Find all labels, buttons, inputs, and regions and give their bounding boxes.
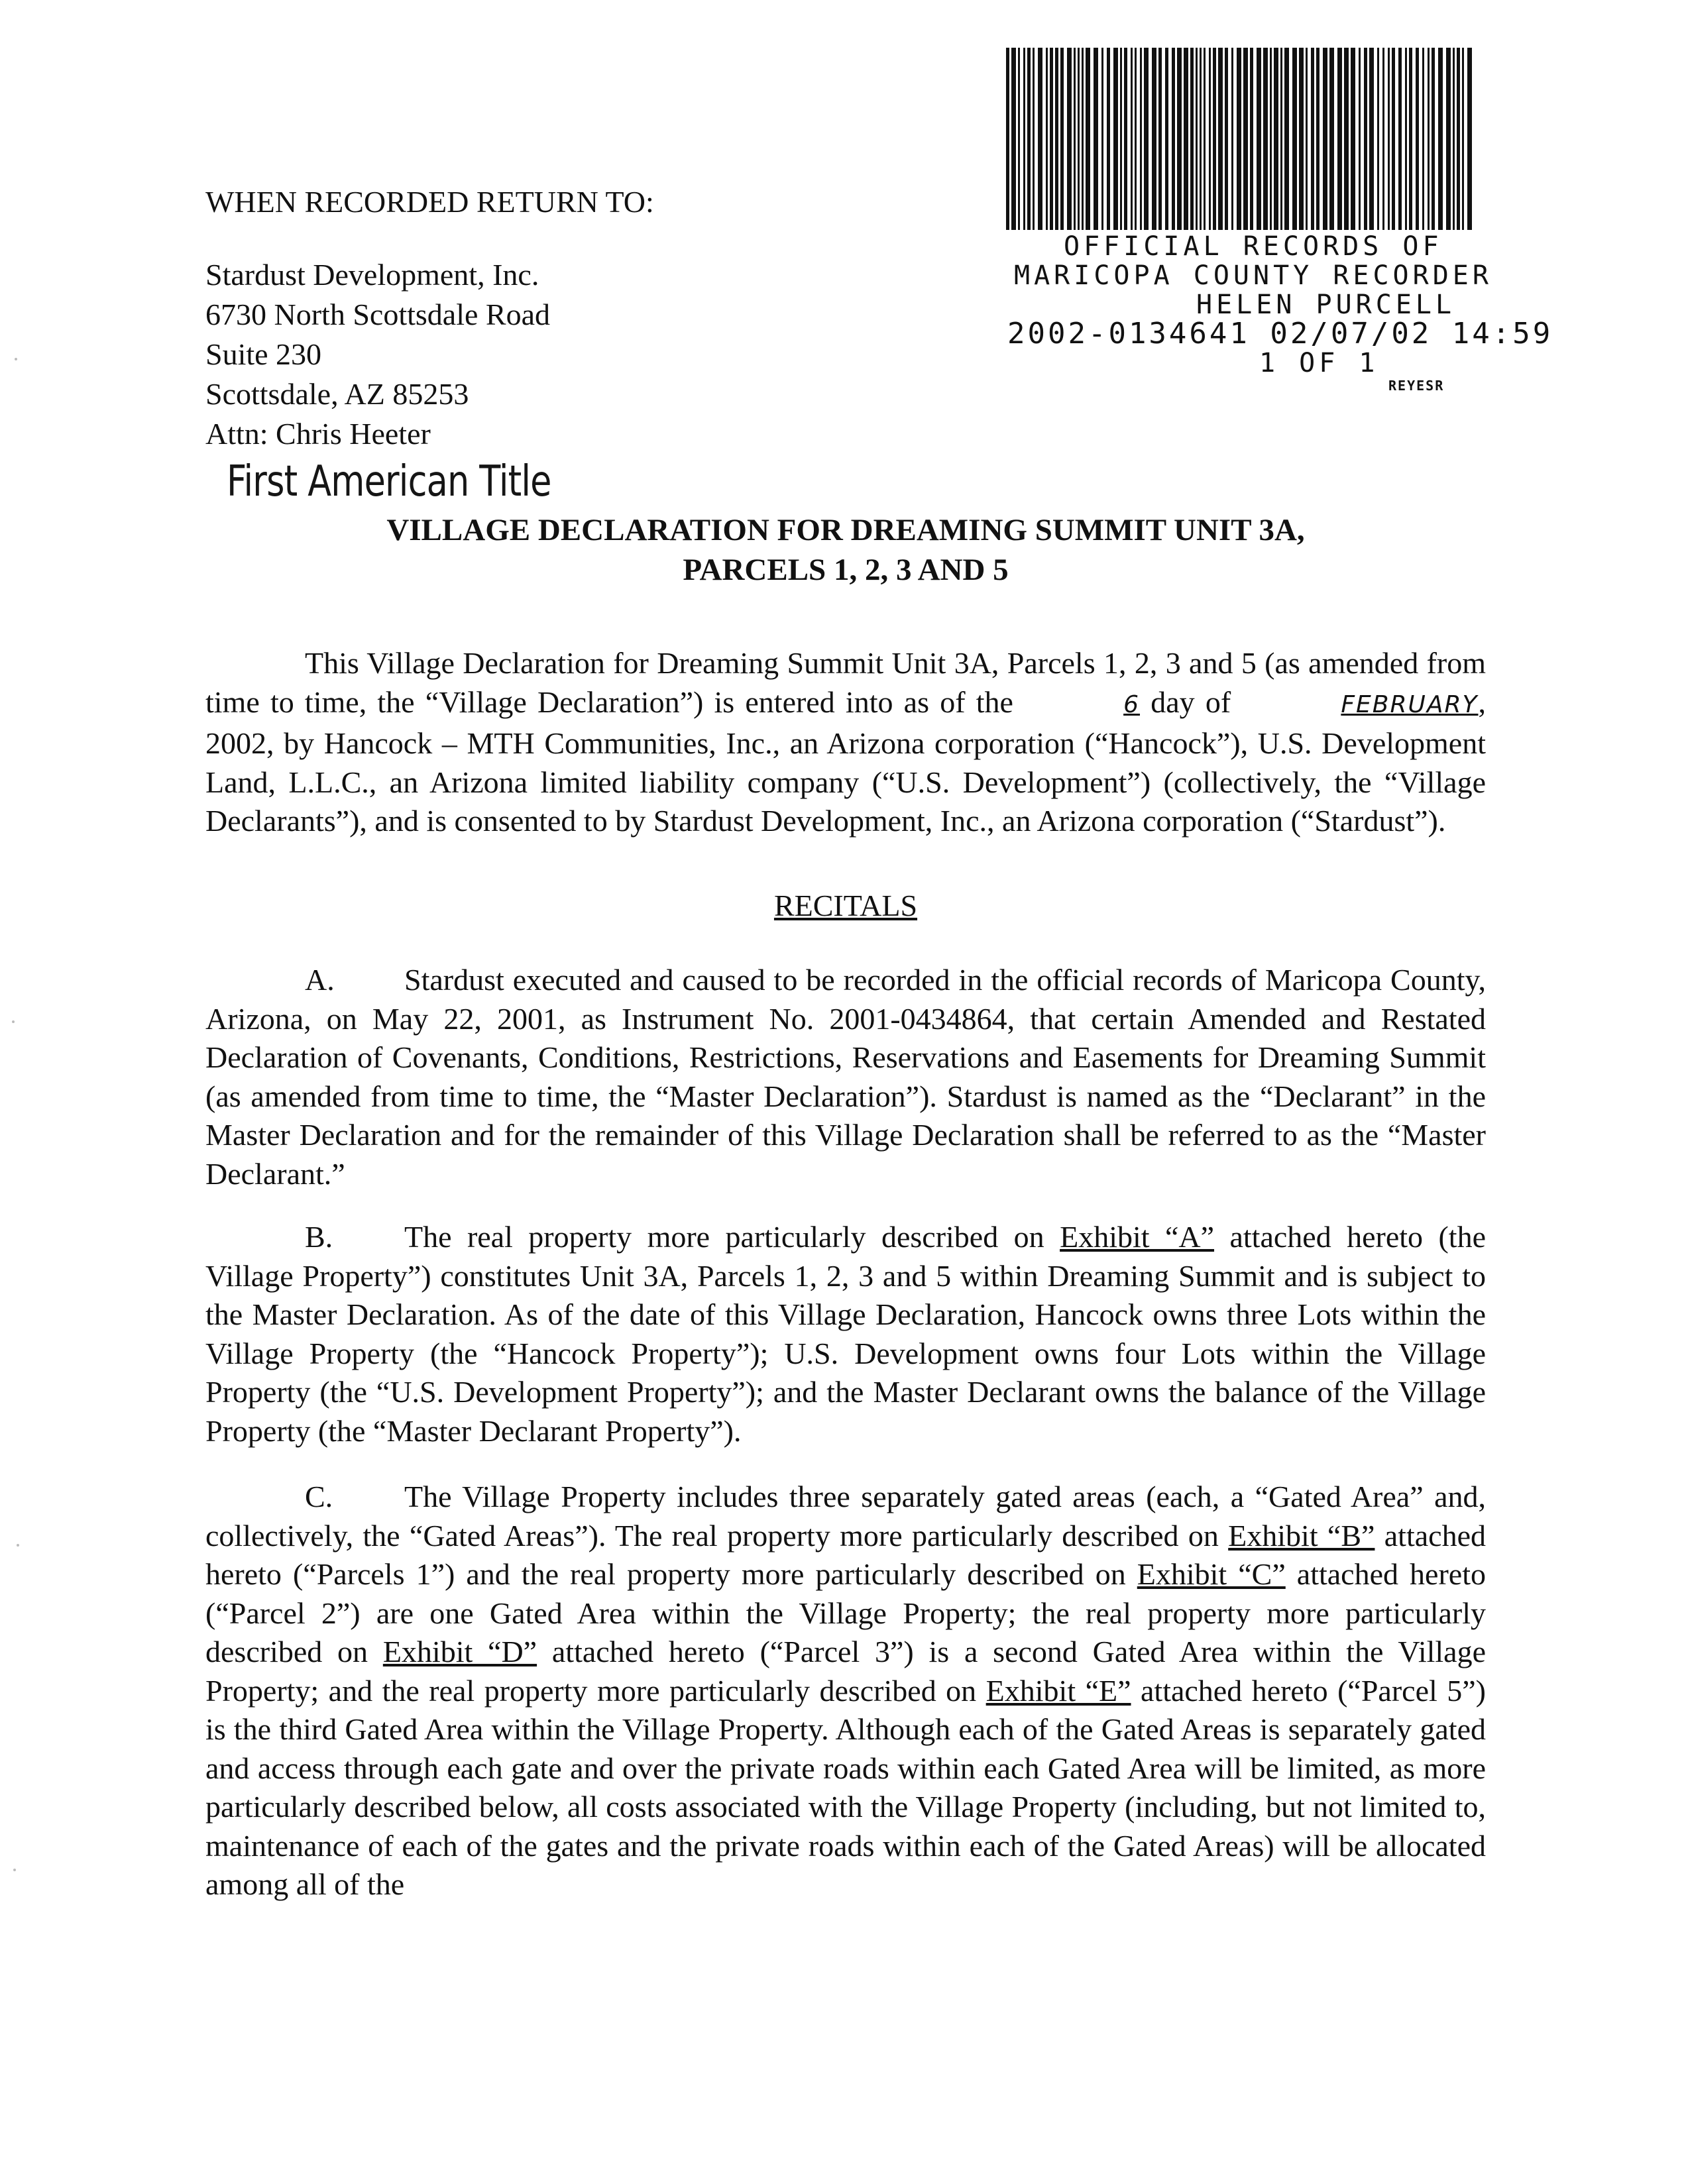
exhibit-d-reference: Exhibit “D” (382, 1635, 537, 1668)
barcode-bar (1055, 48, 1058, 230)
exhibit-e-reference: Exhibit “E” (985, 1673, 1131, 1708)
intro-text-3: , 2002, by Hancock – MTH Communities, Inc., an Arizona corporation (“Hancock”), U.S. Development Land, L.L.C., an Arizona limited liability company (“U.S. Development”) (collectively, the “Village Declarants”), and is consented to by Stardust Development, Inc., an Arizona corporation (“Stardust”). (205, 684, 1486, 838)
barcode-bar (1359, 48, 1361, 230)
return-to-heading: WHEN RECORDED RETURN TO: (205, 185, 654, 219)
address-line-attn: Attn: Chris Heeter (205, 417, 431, 451)
barcode-bar (1027, 48, 1031, 230)
recital-a-paragraph (205, 961, 1486, 1193)
stamp-official-records: OFFICIAL RECORDS OF (1064, 231, 1443, 262)
barcode-bar (1225, 48, 1228, 230)
recital-b-paragraph (205, 1218, 1486, 1450)
intro-text-1: This Village Declaration for Dreaming Summit Unit 3A, Parcels 1, 2, 3 and 5 (as amended from time to time, the “Village Declaration”) is entered into as of the (205, 646, 1486, 719)
barcode-bar (1177, 48, 1182, 230)
barcode-bar (1274, 48, 1278, 230)
document-title (205, 510, 1486, 590)
address-line-suite: Suite 230 (205, 337, 322, 371)
barcode-bar (1416, 48, 1419, 230)
stamp-recorder-name: HELEN PURCELL (1196, 290, 1456, 320)
recital-c-text-5: attached hereto (“Parcel 5”) is the third Gated Area within the Village Property. Although each of the Gated Areas is separately gated and access through each gate and over the private roads within each Gated Area will be limited, as more particularly described below, all costs associated with the Village Property (including, but not limited to, maintenance of each of the gates and the private roads within each of the Gated Areas) will be allocated among all of the (205, 1673, 1486, 1901)
barcode-bar (1462, 48, 1464, 230)
recital-c-text-3: attached hereto (“Parcel 2”) are one Gated Area within the Village Property; the real property more particularly described on (205, 1557, 1486, 1668)
barcode-bar (1190, 48, 1194, 230)
stamp-clerk-id: REYESR (1388, 378, 1445, 394)
stamp-county-recorder: MARICOPA COUNTY RECORDER (1014, 260, 1492, 291)
barcode-bar (1292, 48, 1297, 230)
exhibit-a-reference: Exhibit “A” (1060, 1220, 1215, 1254)
barcode-bar (1078, 48, 1080, 230)
barcode-bar (1050, 48, 1053, 230)
barcode (1006, 48, 1478, 230)
barcode-bar (1405, 48, 1407, 230)
barcode-bar (1135, 48, 1137, 230)
intro-text-2: day of (1140, 684, 1242, 719)
barcode-bar (1409, 48, 1412, 230)
barcode-bar (1270, 48, 1272, 230)
barcode-bar (1184, 48, 1188, 230)
intro-paragraph (205, 644, 1486, 841)
barcode-bar (1131, 48, 1133, 230)
barcode-bar (1250, 48, 1253, 230)
document-title-line-1: VILLAGE DECLARATION FOR DREAMING SUMMIT UNIT 3A, (386, 513, 1305, 547)
barcode-bar (1364, 48, 1367, 230)
barcode-bar (1369, 48, 1374, 230)
barcode-bar (1299, 48, 1304, 230)
barcode-bar (1257, 48, 1261, 230)
recital-c-text-4: attached hereto (“Parcel 3”) is a second Gated Area within the Village Property; and the real property more particularly described on (205, 1635, 1487, 1708)
barcode-bar (1074, 48, 1076, 230)
title-company-stamp: First American Title (227, 457, 551, 506)
barcode-bar (1231, 48, 1233, 230)
barcode-bar (1124, 48, 1127, 230)
barcode-bar (1172, 48, 1175, 230)
handwritten-day: 6 (1123, 690, 1141, 718)
barcode-bar (1006, 48, 1009, 230)
recital-c-text-1: The Village Property includes three separately gated areas (each, a “Gated Area” and, collectively, the “Gated Areas”). The real property more particularly described on (205, 1480, 1486, 1553)
recital-c-paragraph (205, 1478, 1486, 1904)
exhibit-c-reference: Exhibit “C” (1137, 1557, 1286, 1591)
barcode-bar (1213, 48, 1216, 230)
recital-c-letter: C. (305, 1480, 333, 1513)
barcode-bar (1351, 48, 1355, 230)
barcode-bar (1086, 48, 1090, 230)
barcode-bar (1011, 48, 1016, 230)
barcode-bar (1165, 48, 1168, 230)
return-to-block (205, 182, 802, 454)
barcode-bar (1467, 48, 1472, 230)
recital-a-letter: A. (305, 963, 335, 997)
barcode-bar (1023, 48, 1025, 230)
barcode-bar (1438, 48, 1443, 230)
barcode-bar (1284, 48, 1289, 230)
barcode-bar (1377, 48, 1379, 230)
barcode-bar (1152, 48, 1156, 230)
barcode-bar (1113, 48, 1118, 230)
address-line-city: Scottsdale, AZ 85253 (205, 377, 469, 411)
barcode-bar (1067, 48, 1072, 230)
stamp-page-count: 1 OF 1 (1259, 348, 1379, 378)
barcode-bar (1120, 48, 1122, 230)
barcode-bar (1038, 48, 1042, 230)
barcode-bar (1209, 48, 1211, 230)
barcode-bar (1263, 48, 1268, 230)
barcode-bar (1344, 48, 1349, 230)
recital-c-text-2: attached hereto (“Parcels 1”) and the real property more particularly described on (205, 1518, 1486, 1591)
recital-b-letter: B. (305, 1220, 333, 1254)
barcode-bar (1382, 48, 1384, 230)
barcode-bar (1306, 48, 1308, 230)
recital-a-text: Stardust executed and caused to be recorded in the official records of Maricopa County, Arizona, on May 22, 2001, as Instrument No. 2001-0434864, that certain Amended and Restated Declaration of Covenants, Conditions, Restrictions, Reservations and Easements for Dreaming Summit (as amended from time to time, the “Master Declaration”). Stardust is named as the “Declarant” in the Master Declaration and for the remainder of this Village Declaration shall be referred to as the “Master Declarant.” (205, 963, 1486, 1191)
barcode-bar (1337, 48, 1342, 230)
barcode-bar (1082, 48, 1084, 230)
barcode-bar (1200, 48, 1202, 230)
address-line-company: Stardust Development, Inc. (205, 258, 539, 292)
exhibit-b-reference: Exhibit “B” (1228, 1518, 1375, 1553)
barcode-bar (1060, 48, 1064, 230)
barcode-bar (1392, 48, 1395, 230)
barcode-bar (1094, 48, 1098, 230)
recital-b-text-1: The real property more particularly described on (404, 1220, 1060, 1254)
barcode-bar (1388, 48, 1390, 230)
barcode-bar (1046, 48, 1048, 230)
barcode-bar (1101, 48, 1103, 230)
barcode-bar (1428, 48, 1430, 230)
address-line-street: 6730 North Scottsdale Road (205, 298, 550, 331)
barcode-bar (1323, 48, 1327, 230)
barcode-bar (1422, 48, 1424, 230)
barcode-bar (1280, 48, 1282, 230)
barcode-bar (1144, 48, 1149, 230)
document-title-line-2: PARCELS 1, 2, 3 AND 5 (683, 553, 1009, 587)
barcode-bar (1018, 48, 1020, 230)
handwritten-month: FEBRUARY (1341, 690, 1479, 718)
barcode-bar (1446, 48, 1451, 230)
barcode-bar (1329, 48, 1334, 230)
barcode-bar (1457, 48, 1460, 230)
barcode-bar (1243, 48, 1248, 230)
barcode-bar (1432, 48, 1435, 230)
barcode-bar (1196, 48, 1198, 230)
barcode-bar (1311, 48, 1314, 230)
barcode-bar (1107, 48, 1110, 230)
barcode-bar (1237, 48, 1241, 230)
barcode-bar (1218, 48, 1223, 230)
recorder-stamp (994, 231, 1553, 394)
barcode-bar (1158, 48, 1162, 230)
barcode-bar (1453, 48, 1455, 230)
barcode-bar (1033, 48, 1035, 230)
recitals-heading: RECITALS (773, 889, 918, 922)
barcode-bar (1204, 48, 1206, 230)
recital-b-text-2: attached hereto (the Village Property”) constitutes Unit 3A, Parcels 1, 2, 3 and 5 within Dreaming Summit and is subject to the Master Declaration. As of the date of this Village Declaration, Hancock owns three Lots within the Village Property (the “Hancock Property”); U.S. Development owns four Lots within the Village Property (the “U.S. Development Property”); and the Master Declarant owns the balance of the Village Property (the “Master Declarant Property”). (205, 1220, 1487, 1448)
barcode-bar (1398, 48, 1402, 230)
barcode-bar (1316, 48, 1320, 230)
stamp-instrument-number: 2002-0134641 02/07/02 14:59 (1007, 317, 1553, 351)
barcode-bar (1140, 48, 1142, 230)
